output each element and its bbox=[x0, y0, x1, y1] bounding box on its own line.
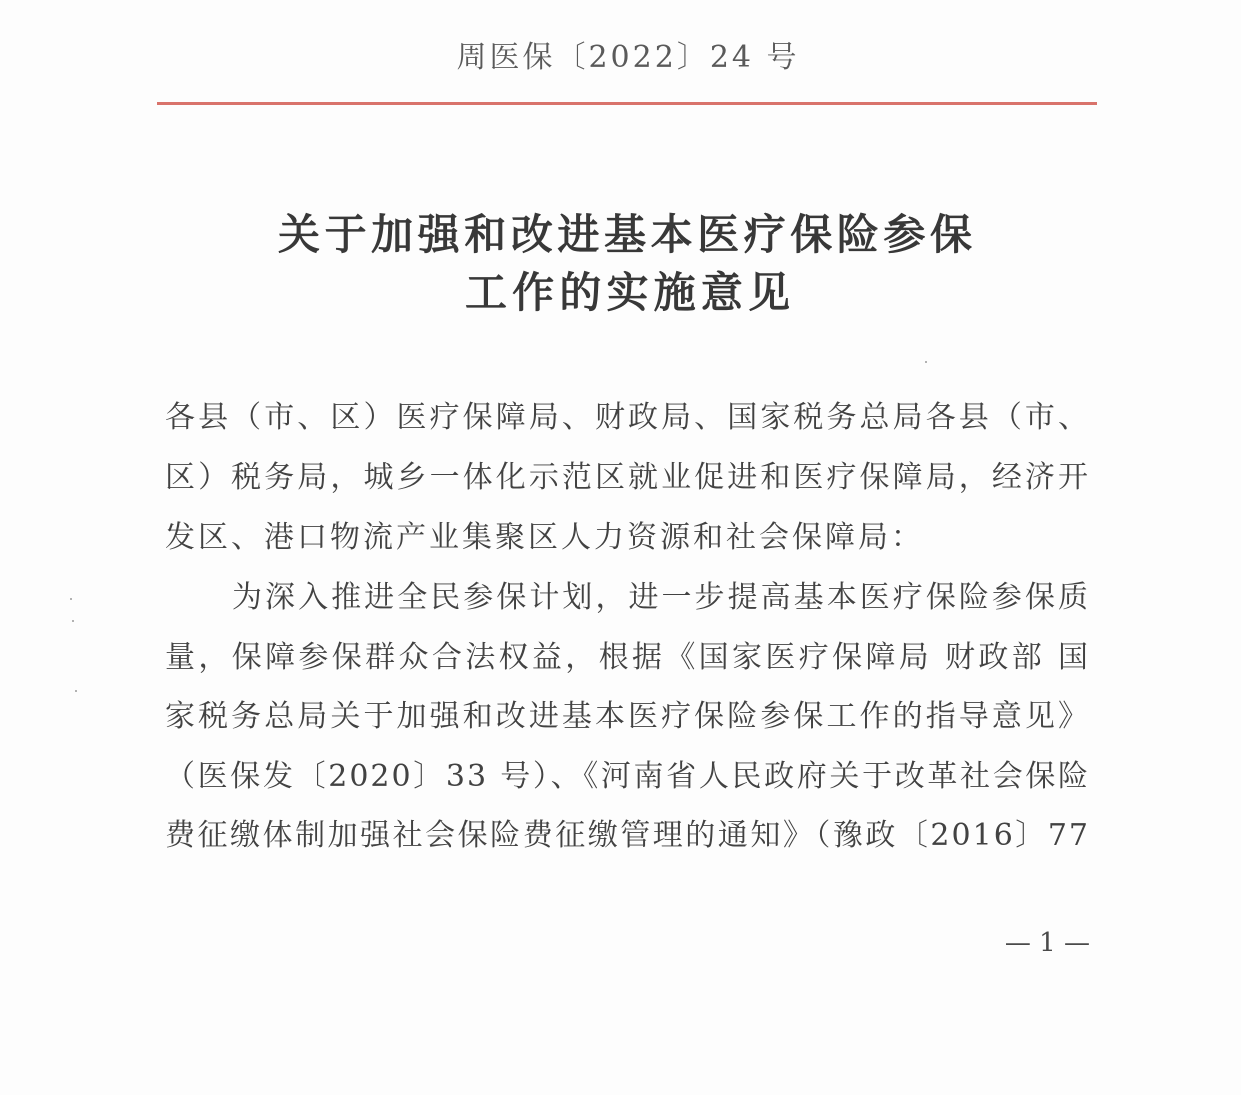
addressee-line: 各县（市、区）医疗保障局、财政局、国家税务总局各县（市、 bbox=[165, 400, 1090, 435]
paragraph-line: 家税务总局关于加强和改进基本医疗保险参保工作的指导意见》 bbox=[165, 699, 1090, 734]
document-number: 周医保〔2022〕24 号 bbox=[456, 40, 800, 75]
paragraph-line: 量，保障参保群众合法权益，根据《国家医疗保障局 财政部 国 bbox=[165, 640, 1090, 675]
scan-speck bbox=[70, 598, 72, 600]
paragraph-line: 为深入推进全民参保计划，进一步提高基本医疗保险参保质 bbox=[232, 580, 1090, 615]
red-header-rule bbox=[157, 102, 1097, 105]
paragraph-line: （医保发〔2020〕33 号）、《河南省人民政府关于改革社会保险 bbox=[165, 759, 1090, 794]
paragraph-line: 费征缴体制加强社会保险费征缴管理的通知》（豫政〔2016〕77 bbox=[165, 818, 1090, 853]
document-title-line-1: 关于加强和改进基本医疗保险参保 bbox=[278, 210, 972, 259]
scan-speck bbox=[925, 361, 927, 363]
scan-speck bbox=[72, 620, 74, 622]
addressee-line: 区）税务局，城乡一体化示范区就业促进和医疗保障局，经济开 bbox=[165, 460, 1090, 495]
page-number: — 1 — bbox=[1004, 928, 1090, 958]
document-title-line-2: 工作的实施意见 bbox=[465, 268, 790, 317]
scan-speck bbox=[75, 690, 77, 692]
addressee-line: 发区、港口物流产业集聚区人力资源和社会保障局： bbox=[165, 520, 924, 555]
